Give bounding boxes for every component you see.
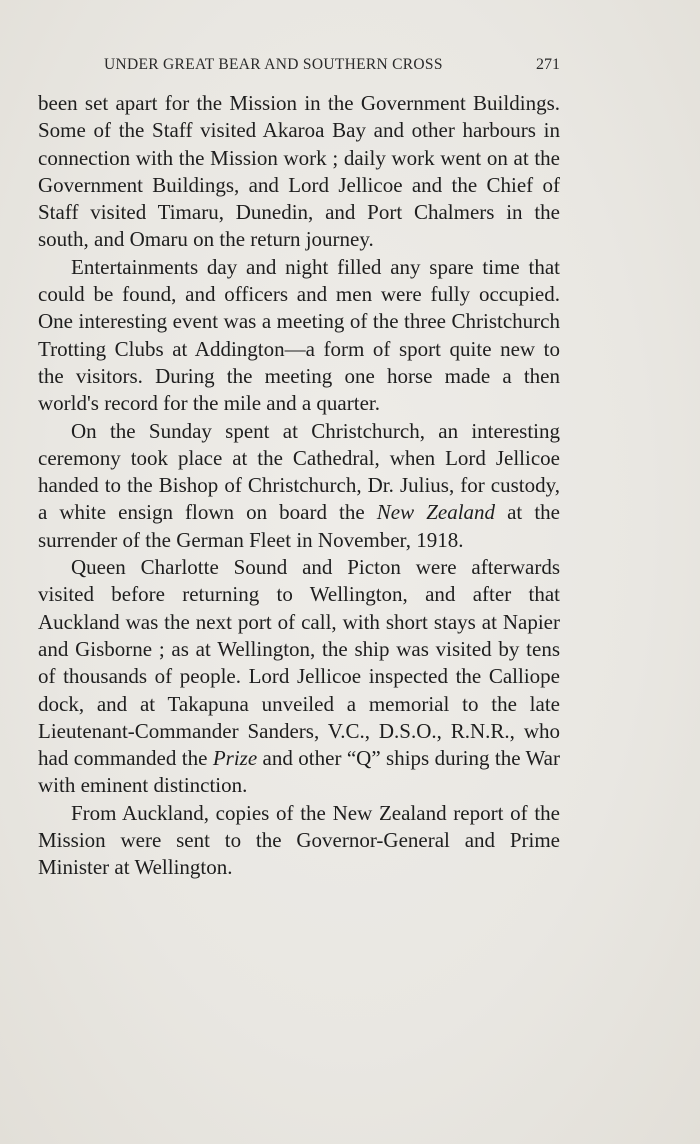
paragraph-text: From Auckland, copies of the New Zealand report of the Mission were sent to the Governor-General and Prime Minister at Wellington. bbox=[38, 800, 560, 880]
page-number: 271 bbox=[536, 56, 560, 73]
running-head: UNDER GREAT BEAR AND SOUTHERN CROSS bbox=[104, 56, 443, 73]
body-text bbox=[38, 90, 560, 882]
paragraph-text: been set apart for the Mission in the Government Buildings. Some of the Staff visited Akaroa Bay and other harbours in connection with the Mission work ; daily work went on at the Government Buildings, and Lord Jellicoe and the Chief of Staff visited Timaru, Dunedin, and Port Chalmers in the south, and Omaru on the return journey. bbox=[38, 91, 560, 252]
paragraph-text: Queen Charlotte Sound and Picton were afterwards visited before returning to Wellington, and after that Auckland was the next port of call, with short stays at Napier and Gisborne ; as at Wellington, the ship was visited by tens of thousands of people. Lord Jellicoe inspected the Calliope dock, and at Takapuna unveiled a memorial to the late Lieutenant-Commander Sanders, V.C., D.S.O., R.N.R., who had commanded the bbox=[38, 555, 560, 771]
page-header bbox=[104, 56, 560, 80]
paragraph-4 bbox=[38, 554, 560, 800]
paragraph-text: and other “Q” ships during the War with eminent distinction. bbox=[38, 746, 561, 798]
paragraph-1 bbox=[38, 90, 560, 254]
ship-name-italic: Prize bbox=[212, 746, 258, 771]
paragraph-text: at the surrender of the German Fleet in November, 1918. bbox=[38, 500, 560, 552]
paragraph-5 bbox=[38, 800, 560, 882]
ship-name-italic: New Zealand bbox=[376, 500, 496, 525]
paragraph-text: Entertainments day and night filled any spare time that could be found, and officers and men were fully occupied. One interesting event was a meeting of the three Christchurch Trotting Clubs at Addington—a form of sport quite new to the visitors. During the meeting one horse made a then world's record for the mile and a quarter. bbox=[38, 254, 560, 416]
paragraph-2 bbox=[38, 254, 560, 418]
paragraph-text: On the Sunday spent at Christchurch, an interesting ceremony took place at the Cathedral, when Lord Jellicoe handed to the Bishop of Christchurch, Dr. Julius, for custody, a white ensign flown on board the bbox=[38, 418, 560, 525]
paragraph-3 bbox=[38, 418, 560, 554]
